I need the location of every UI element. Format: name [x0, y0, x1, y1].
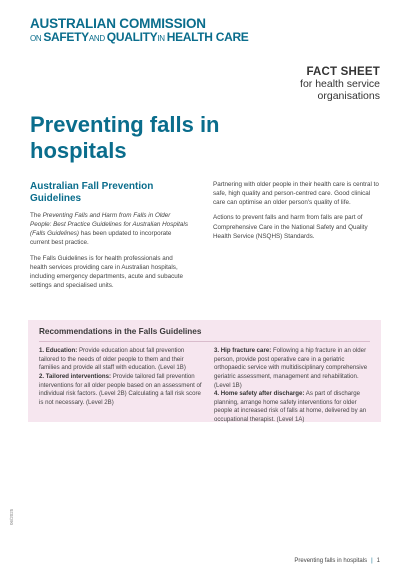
divider [39, 341, 370, 342]
guidelines-heading: Australian Fall Prevention Guidelines [30, 181, 154, 204]
guidelines-intro: The Preventing Falls and Harm from Falls in Older People: Best Practice Guidelines for Australian Hospitals (Falls Guidelines) has been updated to incorporate current best practice. [30, 212, 188, 247]
partnering-paragraph: Partnering with older people in their health care is central to safe, high quality and person-centred care. Good clinical care can optimise an older person's quality of life. [213, 181, 379, 207]
page-number: 1 [376, 558, 380, 564]
page-title: Preventing falls in hospitals [30, 112, 220, 163]
document-code: 06/2025 [9, 508, 14, 525]
recommendations-heading: Recommendations in the Falls Guidelines [39, 327, 202, 336]
recommendations-right [214, 347, 372, 425]
left-column [30, 181, 190, 296]
page-footer [294, 558, 380, 564]
logo-line-1: AUSTRALIAN COMMISSION [30, 16, 206, 31]
fact-sheet-title: FACT SHEET [306, 66, 380, 78]
recommendations-box [28, 320, 381, 422]
fact-sheet-audience-1: for health service [300, 78, 380, 90]
recommendation-education: 1. Education: Provide education about fall prevention tailored to the needs of older people to them and their families and provide all staff with education. (Level 1B) [39, 347, 186, 372]
fact-sheet-label [300, 66, 380, 102]
guidelines-audience: The Falls Guidelines is for health professionals and health services providing care in Australian hospitals, including emergency departments, acute and subacute settings and specialised units. [30, 254, 183, 289]
recommendation-home-safety: 4. Home safety after discharge: As part of discharge planning, arrange home safety interventions for older people at increased risk of falls at home, delivered by an occupational therapist. (Level 1A) [214, 390, 367, 424]
recommendations-left [39, 347, 202, 407]
recommendation-tailored-interventions: 2. Tailored interventions: Provide tailored fall prevention interventions for all older people based on an assessment of individual risk factors. (Level 2B) Calculating a fall risk score is not necessary. (Level 2B) [39, 372, 202, 406]
footer-separator: | [371, 558, 373, 564]
fact-sheet-audience-2: organisations [317, 90, 380, 103]
recommendation-hip-fracture-care: 3. Hip fracture care: Following a hip fracture in an older person, provide post operative care in a geriatric orthopaedic service with multidisciplinary comprehensive geriatric assessment, management and rehabilitation. (Level 1B) [214, 347, 368, 389]
standards-paragraph: Actions to prevent falls and harm from falls are part of Comprehensive Care in the National Safety and Quality Health Service (NSQHS) Standards. [213, 214, 368, 240]
footer-title: Preventing falls in hospitals [294, 558, 368, 564]
logo-line-2: ON SAFETYAND QUALITYIN HEALTH CARE [30, 30, 249, 45]
commission-logo [30, 17, 249, 44]
right-column [213, 180, 381, 247]
